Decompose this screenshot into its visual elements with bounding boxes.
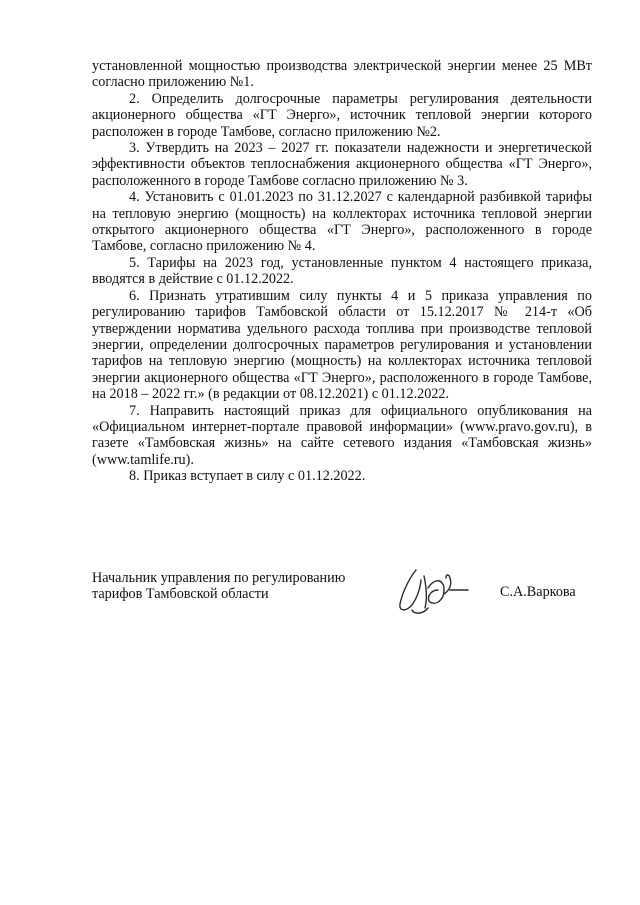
signatory-position xyxy=(92,570,392,603)
paragraph-item-7: 7. Направить настоящий приказ для официального опубликования на «Официальном интернет-портале правовой информации» (www.pravo.gov.ru), в газете «Тамбовская жизнь» на сайте сетевого издания «Тамбовская жизнь» (www.tamlife.ru). xyxy=(92,402,592,468)
paragraph-item-4: 4. Установить с 01.01.2023 по 31.12.2027 с календарной разбивкой тарифы на тепловую энергию (мощность) на коллекторах источника тепловой энергии открытого акционерного общества «ГТ Энерго», расположенного в городе Тамбове, согласно приложению № 4. xyxy=(92,189,592,255)
document-body xyxy=(92,58,592,485)
paragraph-item-2: 2. Определить долгосрочные параметры регулирования деятельности акционерного общества «ГТ Энерго», источник тепловой энергии которого расположен в городе Тамбове, согласно приложению №2. xyxy=(92,90,592,140)
signature-block xyxy=(92,570,592,640)
paragraph-item-5: 5. Тарифы на 2023 год, установленные пунктом 4 настоящего приказа, вводятся в действие с 01.12.2022. xyxy=(92,254,592,288)
paragraph-continuation: установленной мощностью производства электрической энергии менее 25 МВт согласно приложению №1. xyxy=(92,58,592,91)
handwritten-signature xyxy=(394,560,474,618)
paragraph-item-3: 3. Утвердить на 2023 – 2027 гг. показатели надежности и энергетической эффективности объектов теплоснабжения акционерного общества «ГТ Энерго», расположенного в городе Тамбове согласно приложению № 3. xyxy=(92,140,592,189)
signatory-name: С.А.Варкова xyxy=(500,584,576,600)
paragraph-item-8: 8. Приказ вступает в силу с 01.12.2022. xyxy=(129,468,366,485)
paragraph-item-6: 6. Признать утратившим силу пункты 4 и 5 приказа управления по регулированию тарифов Тамбовской области от 15.12.2017 № 214-т «Об утверждении норматива удельного расхода топлива при производстве тепловой энергии, определении долгосрочных параметров регулирования и установлении тарифов на тепловую энергию (мощность) на коллекторах источника тепловой энергии акционерного общества «ГТ Энерго», расположенного в городе Тамбове, на 2018 – 2022 гг.» (в редакции от 08.12.2021) с 01.12.2022. xyxy=(92,287,592,403)
signatory-position-line: тарифов Тамбовской области xyxy=(92,586,269,603)
signatory-position-line: Начальник управления по регулированию xyxy=(92,570,346,586)
